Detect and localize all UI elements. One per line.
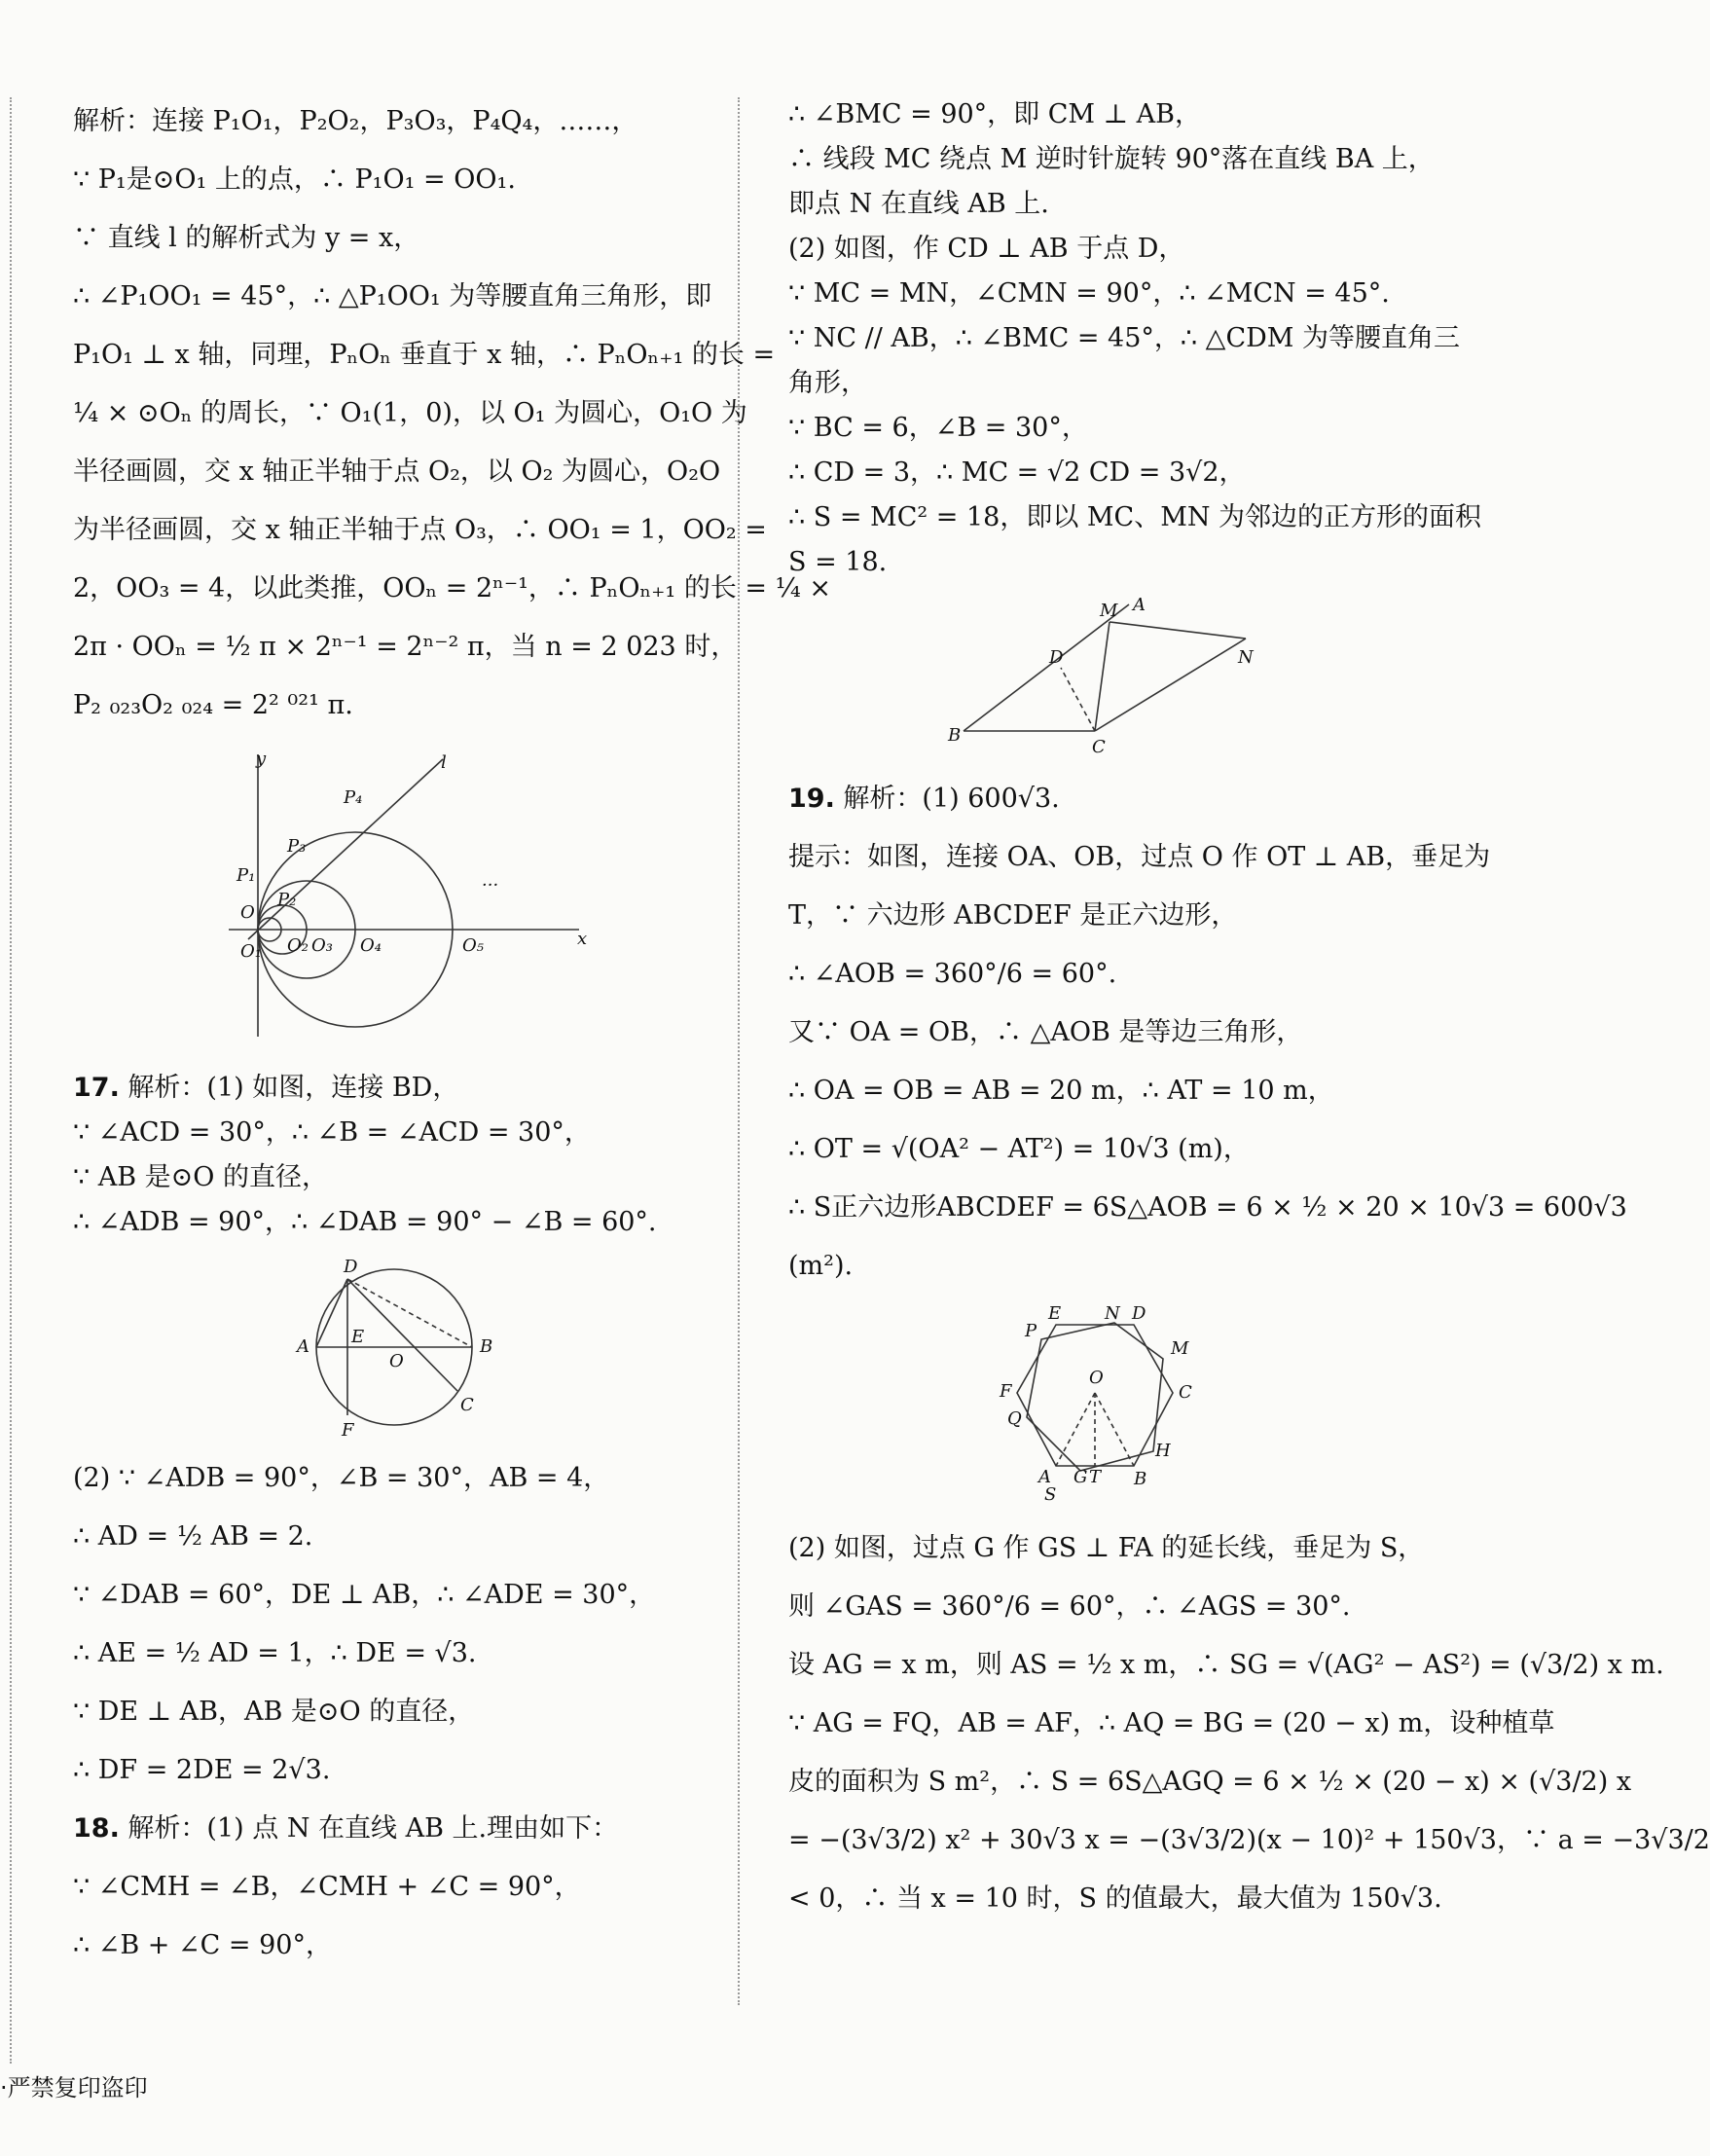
- text-line: [73, 209, 715, 268]
- label-dots: ···: [482, 875, 499, 895]
- line-text: (2) ∵ ∠ADB = 90°，∠B = 30°，AB = 4，: [73, 1463, 610, 1493]
- label-D: D: [1132, 1303, 1146, 1324]
- line-text: ∴ CD = 3，∴ MC = √2 CD = 3√2，: [788, 457, 1246, 488]
- label-D: D: [344, 1257, 358, 1277]
- line-text: ∴ S = MC² = 18，即以 MC、MN 为邻边的正方形的面积: [788, 502, 1482, 532]
- text-line: [788, 540, 1421, 585]
- text-line: [788, 1519, 1425, 1578]
- line-l: [248, 759, 443, 939]
- line-text: ∴ OT = √(OA² − AT²) = 10√3 (m)，: [788, 1134, 1250, 1164]
- label-O3: O₃: [311, 935, 333, 956]
- text-line: [788, 1870, 1442, 1928]
- label-P1: P₁: [236, 865, 256, 886]
- label-N: N: [1238, 647, 1254, 668]
- label-O2: O₂: [287, 935, 309, 956]
- line-text: ∴ ∠BMC = 90°，即 CM ⊥ AB，: [788, 99, 1201, 129]
- line-text: 为半径画圆，交 x 轴正半轴于点 O₃，∴ OO₁ = 1，OO₂ =: [73, 515, 767, 545]
- label-D: D: [1049, 647, 1064, 668]
- line-text: P₂ ₀₂₃O₂ ₀₂₄ = 2² ⁰²¹ π.: [73, 690, 353, 720]
- line-text: ∵ NC // AB，∴ ∠BMC = 45°，∴ △CDM 为等腰直角三: [788, 323, 1460, 353]
- label-B: B: [948, 725, 962, 746]
- label-A: A: [297, 1336, 309, 1357]
- right-column: [788, 92, 1710, 1928]
- text-line: [73, 560, 831, 618]
- label-x: x: [577, 929, 588, 949]
- figure-16-circles: [190, 745, 599, 1056]
- solution-19-part2: [788, 1519, 1710, 1928]
- text-line: [73, 1449, 715, 1508]
- line-text: ∵ DE ⊥ AB，AB 是⊙O 的直径，: [73, 1697, 475, 1727]
- label-O: O: [389, 1351, 404, 1371]
- figure-18-parallelogram: [944, 595, 1265, 760]
- label-N: N: [1105, 1303, 1120, 1324]
- solution-18-continued: [788, 92, 1482, 585]
- text-line: [73, 1200, 715, 1245]
- label-O4: O₄: [360, 935, 382, 956]
- label-M: M: [1100, 601, 1118, 621]
- line-text: ∴ S正六边形ABCDEF = 6S△AOB = 6 × ½ × 20 × 10√3 = 600√3: [788, 1192, 1627, 1223]
- text-line: [73, 1917, 715, 1975]
- figure-19-hexagon: [988, 1305, 1221, 1510]
- solution-19-part1: [788, 770, 1627, 1296]
- label-E: E: [1048, 1303, 1062, 1324]
- line-text: ∵ ∠DAB = 60°，DE ⊥ AB，∴ ∠ADE = 30°，: [73, 1580, 656, 1610]
- text-line: [788, 272, 1421, 316]
- label-G: G: [1073, 1467, 1088, 1487]
- line-text: 皮的面积为 S m²，∴ S = 6S△AGQ = 6 × ½ × (20 − x) × (√3/2) x: [788, 1767, 1632, 1797]
- label-C: C: [1092, 737, 1106, 757]
- text-line: [788, 945, 1421, 1004]
- text-line: [73, 1566, 715, 1625]
- text-line: [73, 1508, 715, 1566]
- label-O5: O₅: [462, 935, 484, 956]
- line-text: ∵ BC = 6，∠B = 30°，: [788, 413, 1088, 443]
- line-text: ∴ ∠P₁OO₁ = 45°，∴ △P₁OO₁ 为等腰直角三角形，即: [73, 281, 712, 311]
- label-M: M: [1171, 1338, 1189, 1359]
- label-B: B: [480, 1336, 493, 1357]
- line-text: 解析：(1) 点 N 在直线 AB 上.理由如下：: [119, 1813, 619, 1844]
- label-y: y: [256, 749, 267, 769]
- solution-17-part1: [73, 1066, 715, 1245]
- text-line: [73, 1111, 715, 1155]
- line-text: 角形，: [788, 368, 867, 398]
- line-text: ∴ ∠ADB = 90°，∴ ∠DAB = 90° − ∠B = 60°.: [73, 1207, 657, 1237]
- left-margin-line: [10, 97, 12, 2064]
- label-C: C: [460, 1395, 474, 1415]
- line-text: 2，OO₃ = 4，以此类推，OOₙ = 2ⁿ⁻¹，∴ PₙOₙ₊₁ 的长 = ¼ ×: [73, 573, 831, 603]
- label-F: F: [342, 1420, 354, 1441]
- line-text: (2) 如图，作 CD ⊥ AB 于点 D，: [788, 234, 1185, 264]
- line-text: 即点 N 在直线 AB 上.: [788, 189, 1049, 219]
- line-text: ∵ ∠CMH = ∠B，∠CMH + ∠C = 90°，: [73, 1872, 581, 1902]
- text-line: [73, 501, 767, 560]
- label-E: E: [351, 1327, 365, 1347]
- text-line: [788, 1695, 1555, 1753]
- text-line: [788, 1004, 1421, 1062]
- label-A: A: [1038, 1467, 1051, 1487]
- text-line: [73, 618, 738, 676]
- line-text: P₁O₁ ⊥ x 轴，同理，PₙOₙ 垂直于 x 轴，∴ PₙOₙ₊₁ 的长 =: [73, 340, 776, 370]
- label-H: H: [1155, 1441, 1171, 1461]
- label-O: O: [240, 902, 255, 923]
- text-line: [73, 1066, 715, 1111]
- line-text: ∴ 线段 MC 绕点 M 逆时针旋转 90°落在直线 BA 上，: [788, 144, 1435, 174]
- line-text: (2) 如图，过点 G 作 GS ⊥ FA 的延长线，垂足为 S，: [788, 1533, 1425, 1563]
- line-text: = −(3√3/2) x² + 30√3 x = −(3√3/2)(x − 10)² + 150√3，∵ a = −3√3/2: [788, 1825, 1710, 1855]
- line-text: ∴ AE = ½ AD = 1，∴ DE = √3.: [73, 1638, 477, 1668]
- line-text: 又∵ OA = OB，∴ △AOB 是等边三角形，: [788, 1017, 1303, 1047]
- label-B: B: [1134, 1469, 1147, 1489]
- text-line: [73, 1155, 715, 1200]
- label-O: O: [1089, 1368, 1104, 1388]
- text-line: [788, 1753, 1632, 1811]
- line-text: ∴ AD = ½ AB = 2.: [73, 1521, 313, 1552]
- line-text: ∴ ∠B + ∠C = 90°，: [73, 1930, 332, 1960]
- label-P: P: [1025, 1321, 1037, 1341]
- text-line: [788, 361, 1421, 406]
- text-line: [73, 268, 715, 326]
- line-text: ∴ OA = OB = AB = 20 m，∴ AT = 10 m，: [788, 1076, 1334, 1106]
- line-text: 解析：(1) 600√3.: [834, 784, 1060, 814]
- label-P3: P₃: [287, 836, 307, 857]
- figure-17-circle: [277, 1255, 511, 1440]
- text-line: [73, 151, 715, 209]
- text-line: [73, 92, 715, 151]
- question-number: 17.: [73, 1073, 120, 1103]
- line-text: ∴ DF = 2DE = 2√3.: [73, 1755, 331, 1785]
- line-text: ∵ P₁是⊙O₁ 上的点，∴ P₁O₁ = OO₁.: [73, 164, 516, 195]
- text-line: [73, 1858, 715, 1917]
- solution-17-part2-and-18: [73, 1449, 715, 1975]
- text-line: [788, 451, 1421, 495]
- line-text: ∵ ∠ACD = 30°，∴ ∠B = ∠ACD = 30°，: [73, 1117, 591, 1148]
- text-line: [788, 406, 1421, 451]
- line-text: S = 18.: [788, 547, 888, 577]
- label-T: T: [1089, 1467, 1102, 1487]
- text-line: [788, 92, 1421, 137]
- text-line: [788, 887, 1421, 945]
- line-text: ∵ AB 是⊙O 的直径，: [73, 1162, 329, 1192]
- text-line: [73, 384, 747, 443]
- label-P2: P₂: [277, 890, 297, 910]
- line-text: 提示：如图，连接 OA、OB，过点 O 作 OT ⊥ AB，垂足为: [788, 842, 1491, 872]
- text-line: [788, 770, 1421, 828]
- line-text: 解析：(1) 如图，连接 BD，: [119, 1073, 459, 1103]
- label-F: F: [1000, 1381, 1012, 1402]
- line-text: (m²).: [788, 1251, 854, 1281]
- line-text: T，∵ 六边形 ABCDEF 是正六边形，: [788, 900, 1238, 931]
- question-number: 19.: [788, 784, 835, 814]
- line-text: ∵ AG = FQ，AB = AF，∴ AQ = BG = (20 − x) m，设种植草: [788, 1708, 1555, 1738]
- label-O1: O₁: [240, 941, 262, 962]
- text-line: [788, 495, 1482, 540]
- text-line: [73, 326, 776, 384]
- text-line: [788, 316, 1460, 361]
- column-separator: [738, 97, 740, 2005]
- text-line: [788, 227, 1421, 272]
- line-text: ∵ MC = MN，∠CMN = 90°，∴ ∠MCN = 45°.: [788, 278, 1390, 309]
- label-A: A: [1133, 595, 1146, 615]
- text-line: [788, 1120, 1421, 1179]
- question-number: 18.: [73, 1813, 120, 1844]
- line-text: 半径画圆，交 x 轴正半轴于点 O₂，以 O₂ 为圆心，O₂O: [73, 457, 721, 487]
- line-text: 2π · OOₙ = ½ π × 2ⁿ⁻¹ = 2ⁿ⁻² π，当 n = 2 023 时，: [73, 632, 738, 662]
- label-C: C: [1179, 1382, 1192, 1403]
- label-l: l: [441, 752, 447, 773]
- text-line: [73, 1741, 715, 1800]
- text-line: [788, 1179, 1627, 1237]
- text-line: [788, 1237, 1421, 1296]
- text-line: [788, 1636, 1664, 1695]
- footer-notice: ·严禁复印盗印: [0, 2074, 148, 2101]
- text-line: [788, 1811, 1710, 1870]
- text-line: [73, 1683, 715, 1741]
- label-P4: P₄: [344, 787, 363, 808]
- line-text: < 0，∴ 当 x = 10 时，S 的值最大，最大值为 150√3.: [788, 1883, 1442, 1914]
- text-line: [73, 1625, 715, 1683]
- text-line: [788, 182, 1421, 227]
- text-line: [73, 676, 715, 735]
- line-text: 则 ∠GAS = 360°/6 = 60°，∴ ∠AGS = 30°.: [788, 1591, 1351, 1622]
- solution-16-text: [73, 92, 831, 735]
- text-line: [788, 137, 1435, 182]
- label-S: S: [1044, 1484, 1057, 1505]
- text-line: [73, 443, 721, 501]
- line-text: ¼ × ⊙Oₙ 的周长，∵ O₁(1，0)，以 O₁ 为圆心，O₁O 为: [73, 398, 747, 428]
- text-line: [788, 1578, 1421, 1636]
- line-text: 设 AG = x m，则 AS = ½ x m，∴ SG = √(AG² − AS²) = (√3/2) x m.: [788, 1650, 1664, 1680]
- text-line: [788, 1062, 1421, 1120]
- line-text: ∵ 直线 l 的解析式为 y = x，: [73, 223, 420, 253]
- label-Q: Q: [1007, 1408, 1022, 1429]
- text-line: [73, 1800, 715, 1858]
- text-line: [788, 828, 1491, 887]
- line-text: 解析：连接 P₁O₁，P₂O₂，P₃O₃，P₄Q₄，……，: [73, 106, 638, 136]
- line-text: ∴ ∠AOB = 360°/6 = 60°.: [788, 959, 1117, 989]
